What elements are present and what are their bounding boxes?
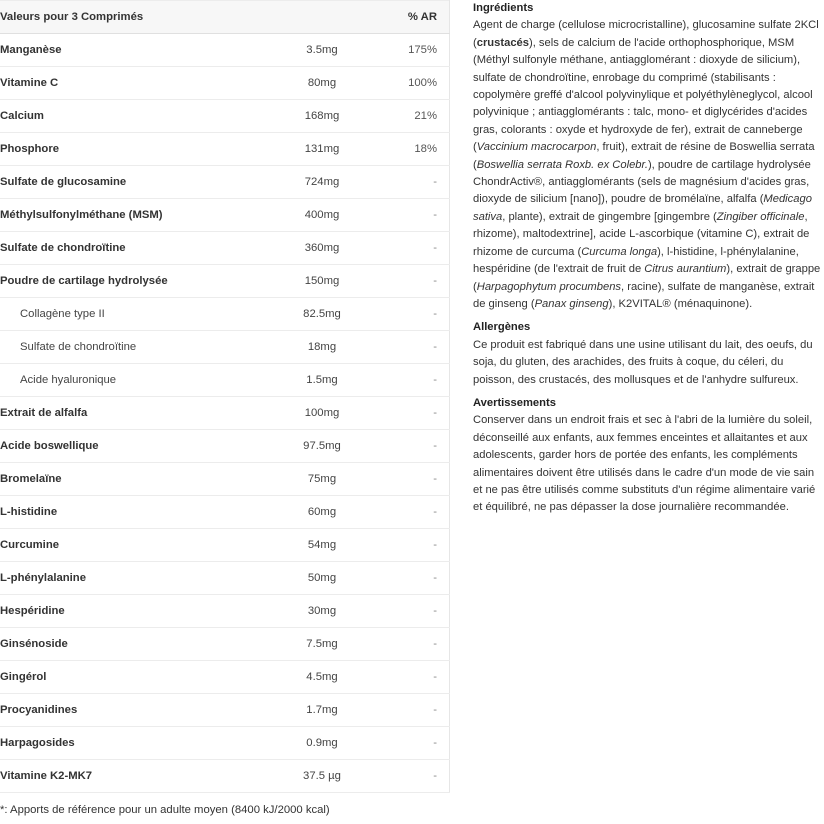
ingredients-line: [473, 139, 824, 156]
nutrient-name: Phosphore: [0, 133, 277, 166]
nutrient-name: Vitamine K2-MK7: [0, 760, 277, 793]
nutrient-name: Calcium: [0, 100, 277, 133]
ingredients-line: [473, 279, 824, 296]
ingredients-line: [473, 226, 824, 243]
nutrition-table-body: [0, 34, 450, 793]
nutrient-ar: -: [367, 694, 450, 727]
nutrient-amount: 80mg: [277, 67, 367, 100]
ingredients-line: [473, 52, 824, 69]
nutrient-ar: -: [367, 628, 450, 661]
nutrient-amount: 50mg: [277, 562, 367, 595]
table-row: [0, 529, 450, 562]
ingredients-title: Ingrédients: [473, 2, 534, 14]
nutrient-amount: 131mg: [277, 133, 367, 166]
nutrient-name: Harpagosides: [0, 727, 277, 760]
info-panel: [473, 0, 824, 523]
latin-name: Medicago: [763, 193, 812, 206]
allergens-section: [473, 319, 824, 389]
table-row: [0, 595, 450, 628]
warnings-line: Conserver dans un endroit frais et sec à l'abri de la lumière du soleil,: [473, 414, 813, 427]
ingredients-line: [473, 17, 824, 34]
header-ar: % AR: [367, 1, 450, 34]
nutrient-amount: 97.5mg: [277, 430, 367, 463]
nutrient-name: L-phénylalanine: [0, 562, 277, 595]
table-row: [0, 331, 450, 364]
table-header-row: [0, 1, 450, 34]
ingredients-text-segment: (: [473, 36, 477, 49]
nutrient-name: Procyanidines: [0, 694, 277, 727]
nutrient-amount: 4.5mg: [277, 661, 367, 694]
ingredients-line: [473, 174, 824, 191]
table-row: [0, 397, 450, 430]
nutrient-name: Extrait de alfalfa: [0, 397, 277, 430]
nutrient-name: Hespéridine: [0, 595, 277, 628]
nutrient-name: Manganèse: [0, 34, 277, 67]
warnings-text: [473, 412, 824, 516]
ingredients-text-segment: hespéridine (de l'extrait de fruit de: [473, 263, 645, 276]
header-name: Valeurs pour 3 Comprimés: [0, 1, 277, 34]
nutrient-amount: 360mg: [277, 232, 367, 265]
latin-name: Citrus aurantium: [644, 263, 727, 276]
ingredients-line: [473, 70, 824, 87]
nutrient-ar: -: [367, 397, 450, 430]
ingredients-text-segment: ), l-histidine, l-phénylalanine,: [657, 245, 799, 258]
nutrient-name: Curcumine: [0, 529, 277, 562]
nutrient-ar: -: [367, 364, 450, 397]
nutrient-ar: -: [367, 529, 450, 562]
ingredients-line: [473, 35, 824, 52]
table-row: [0, 232, 450, 265]
nutrient-ar: -: [367, 595, 450, 628]
nutrient-amount: 3.5mg: [277, 34, 367, 67]
warnings-line: adolescents, garder hors de portée des enfants, les compléments: [473, 449, 798, 462]
ingredients-line: [473, 157, 824, 174]
nutrient-amount: 82.5mg: [277, 298, 367, 331]
nutrient-amount: 724mg: [277, 166, 367, 199]
nutrient-name: Sulfate de chondroïtine: [0, 331, 277, 364]
nutrient-ar: 21%: [367, 100, 450, 133]
ingredients-section: [473, 0, 824, 313]
table-row: [0, 364, 450, 397]
nutrient-ar: -: [367, 727, 450, 760]
nutrient-name: Acide boswellique: [0, 430, 277, 463]
ingredients-text-segment: ), sels de calcium de l'acide orthophosphorique, MSM: [528, 36, 795, 49]
table-row: [0, 760, 450, 793]
latin-name: Curcuma longa: [581, 245, 658, 258]
ingredients-line: [473, 191, 824, 208]
nutrient-amount: 7.5mg: [277, 628, 367, 661]
latin-name: Harpagophytum procumbens: [476, 280, 622, 293]
nutrient-amount: 54mg: [277, 529, 367, 562]
ingredients-line: [473, 104, 824, 121]
latin-name: Zingiber officinale: [716, 210, 805, 223]
nutrient-amount: 100mg: [277, 397, 367, 430]
nutrient-amount: 37.5 µg: [277, 760, 367, 793]
ingredients-text-segment: ,: [804, 210, 808, 223]
nutrient-name: Sulfate de glucosamine: [0, 166, 277, 199]
nutrient-ar: -: [367, 430, 450, 463]
nutrient-amount: 75mg: [277, 463, 367, 496]
nutrient-name: Méthylsulfonylméthane (MSM): [0, 199, 277, 232]
warnings-line: alimentaires doivent être utilisés dans le cadre d'un mode de vie sain: [473, 466, 815, 479]
table-row: [0, 100, 450, 133]
nutrient-amount: 30mg: [277, 595, 367, 628]
nutrient-ar: 175%: [367, 34, 450, 67]
latin-name: sativa: [473, 210, 503, 223]
ingredients-line: [473, 296, 824, 313]
warnings-line: et ne pas être utilisés comme substituts d'un régime alimentaire varié: [473, 483, 816, 496]
ingredients-text-segment: de ginseng (: [473, 297, 535, 310]
table-row: [0, 727, 450, 760]
table-row: [0, 298, 450, 331]
ingredients-text-segment: ChondrActiv®, antiagglomérants (sels de magnésium d'acides gras,: [473, 176, 810, 189]
table-row: [0, 34, 450, 67]
ingredients-text-segment: ), poudre de cartilage hydrolysée: [647, 158, 811, 171]
table-row: [0, 166, 450, 199]
nutrient-amount: 400mg: [277, 199, 367, 232]
ingredients-text-segment: (: [473, 280, 477, 293]
nutrient-name: L-histidine: [0, 496, 277, 529]
nutrient-ar: -: [367, 760, 450, 793]
warnings-section: [473, 395, 824, 517]
ingredients-line: [473, 244, 824, 261]
nutrient-amount: 1.5mg: [277, 364, 367, 397]
table-row: [0, 265, 450, 298]
nutrient-name: Vitamine C: [0, 67, 277, 100]
table-row: [0, 67, 450, 100]
warnings-title: Avertissements: [473, 396, 556, 409]
ingredients-text-segment: (Méthyl sulfonyle méthane, antiagglomérant : dioxyde de silicium),: [473, 54, 801, 67]
nutrient-ar: -: [367, 496, 450, 529]
nutrient-amount: 0.9mg: [277, 727, 367, 760]
ingredients-line: [473, 122, 824, 139]
table-row: [0, 628, 450, 661]
nutrient-ar: 100%: [367, 67, 450, 100]
ingredients-text-segment: sulfate de chondroïtine, enrobage du comprimé (stabilisants :: [473, 71, 776, 84]
ingredients-text-segment: (: [473, 158, 477, 171]
nutrient-ar: -: [367, 661, 450, 694]
nutrient-name: Collagène type II: [0, 298, 277, 331]
latin-name: Boswellia serrata Roxb. ex Colebr.: [476, 158, 648, 171]
ingredients-text-segment: , racine), sulfate de manganèse, extrait: [621, 280, 815, 293]
ingredients-text-segment: rhizome de curcuma (: [473, 245, 582, 258]
nutrient-ar: -: [367, 562, 450, 595]
ingredients-text-segment: polyvinique ; antiagglomérants : talc, mono- et diglycérides d'acides: [473, 106, 808, 119]
ingredients-text-segment: , plante), extrait de gingembre [gingembre (: [502, 210, 717, 223]
ingredients-line: [473, 209, 824, 226]
nutrient-amount: 168mg: [277, 100, 367, 133]
nutrient-name: Poudre de cartilage hydrolysée: [0, 265, 277, 298]
ingredients-text-segment: rhizome), maltodextrine], acide L-ascorbique (vitamine C), extrait de: [473, 228, 810, 241]
latin-name: Panax ginseng: [534, 297, 609, 310]
ingredients-text-segment: ), K2VITAL® (ménaquinone).: [608, 297, 753, 310]
table-row: [0, 199, 450, 232]
allergen-highlight: crustacés: [476, 36, 529, 49]
ingredients-text-segment: dioxyde de silicium [nano]), poudre de bromélaïne, alfalfa (: [473, 193, 764, 206]
nutrient-ar: 18%: [367, 133, 450, 166]
nutrient-ar: -: [367, 199, 450, 232]
table-row: [0, 496, 450, 529]
allergens-title: Allergènes: [473, 321, 531, 334]
nutrient-name: Gingérol: [0, 661, 277, 694]
ingredients-text-segment: ), extrait de grappe: [726, 263, 821, 276]
warnings-line: déconseillé aux enfants, aux femmes enceintes et allaitantes et aux: [473, 431, 808, 444]
nutrient-name: Acide hyaluronique: [0, 364, 277, 397]
table-row: [0, 430, 450, 463]
nutrient-name: Sulfate de chondroïtine: [0, 232, 277, 265]
warnings-line: et équilibré, ne pas dépasser la dose journalière recommandée.: [473, 501, 789, 514]
nutrient-amount: 60mg: [277, 496, 367, 529]
ingredients-line: [473, 87, 824, 104]
table-row: [0, 661, 450, 694]
nutrient-ar: -: [367, 463, 450, 496]
ingredients-text-segment: (: [473, 141, 477, 154]
allergens-line: Ce produit est fabriqué dans une usine utilisant du lait, des oeufs, du: [473, 338, 813, 351]
footnote: *: Apports de référence pour un adulte moyen (8400 kJ/2000 kcal): [0, 804, 330, 816]
table-row: [0, 694, 450, 727]
allergens-line: poisson, des crustacés, des mollusques et de l'anhydre sulfureux.: [473, 373, 799, 386]
allergens-line: soja, du gluten, des arachides, des fruits à coque, du céleri, du: [473, 356, 784, 369]
ingredients-text-segment: gras, colorants : oxyde et hydroxyde de fer), extrait de canneberge: [473, 123, 803, 136]
nutrient-amount: 150mg: [277, 265, 367, 298]
nutrient-ar: -: [367, 166, 450, 199]
nutrient-name: Bromelaïne: [0, 463, 277, 496]
ingredients-text-segment: Agent de charge (cellulose microcristalline), glucosamine sulfate 2KCl: [473, 19, 819, 32]
ingredients-text-segment: copolymère greffé d'alcool polyvinylique et polyéthylèneglycol, alcool: [473, 89, 813, 102]
nutrient-ar: -: [367, 232, 450, 265]
nutrient-name: Ginsénoside: [0, 628, 277, 661]
table-row: [0, 463, 450, 496]
nutrient-ar: -: [367, 265, 450, 298]
nutrient-ar: -: [367, 331, 450, 364]
ingredients-line: [473, 261, 824, 278]
ingredients-text: [473, 17, 824, 313]
header-amount: [277, 1, 367, 34]
table-row: [0, 133, 450, 166]
nutrient-amount: 18mg: [277, 331, 367, 364]
ingredients-text-segment: , fruit), extrait de résine de Boswellia serrata: [596, 141, 815, 154]
allergens-text: [473, 337, 824, 389]
latin-name: Vaccinium macrocarpon: [476, 141, 597, 154]
nutrient-amount: 1.7mg: [277, 694, 367, 727]
nutrient-ar: -: [367, 298, 450, 331]
table-row: [0, 562, 450, 595]
